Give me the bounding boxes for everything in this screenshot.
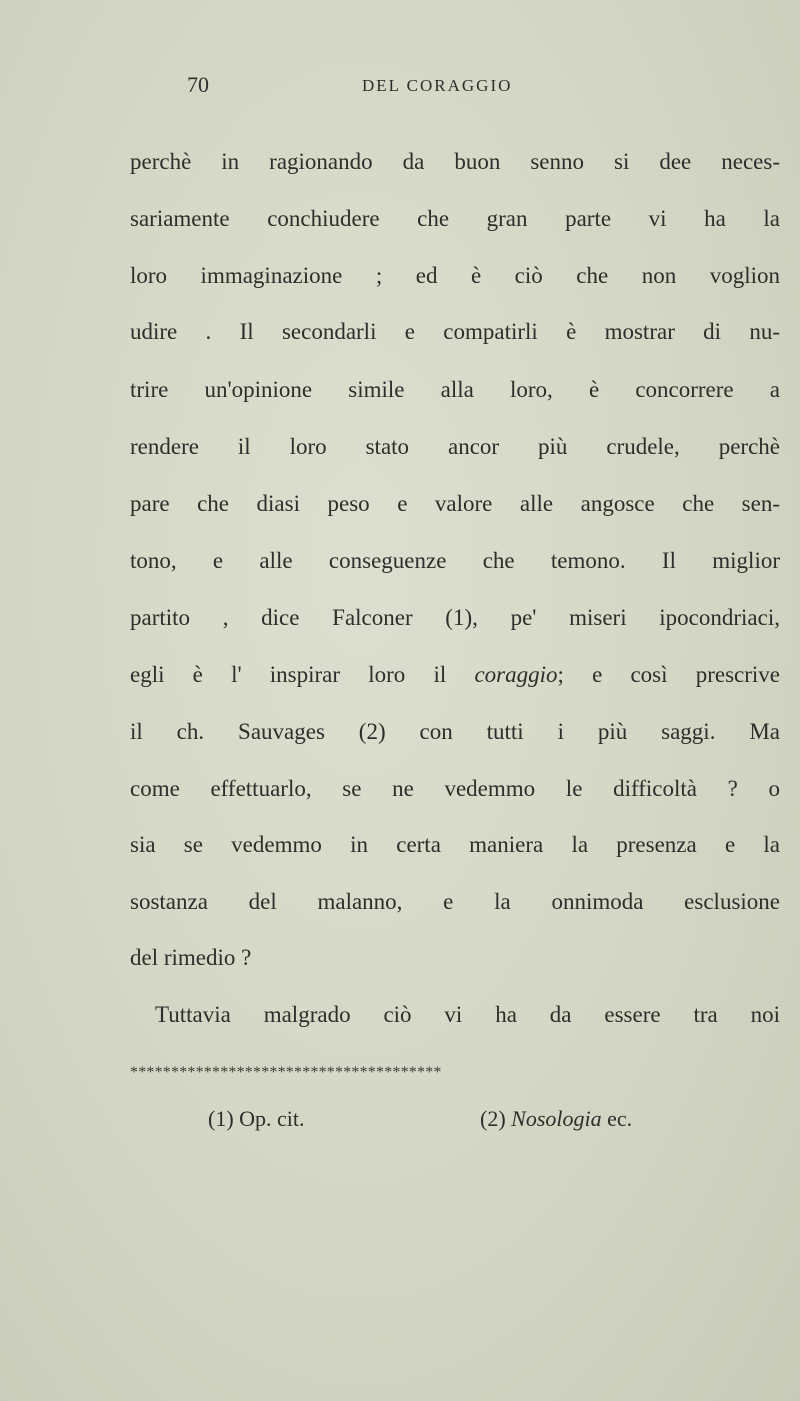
footnote-1 [208,1106,305,1132]
running-title: DEL CORAGGIO [362,76,513,95]
text-line: partito , dice Falconer (1), pe' miseri ipocondriaci, [130,605,780,630]
footnote-text-after: ec. [601,1106,633,1131]
text-line [130,661,780,689]
text-line: pare che diasi peso e valore alle angosce che sen- [130,491,780,516]
text-line: sia se vedemmo in certa maniera la presenza e la [130,832,780,857]
text-segment: ; e così prescrive [557,662,780,687]
text-segment: egli è l' inspirar loro il [130,662,475,687]
text-line: come effettuarlo, se ne vedemmo le difficoltà ? o [130,776,780,801]
text-line: il ch. Sauvages (2) con tutti i più saggi. Ma [130,719,780,744]
italic-word: coraggio [474,662,558,687]
text-line: rendere il loro stato ancor più crudele, perchè [130,434,780,459]
text-line: sariamente conchiudere che gran parte vi ha la [130,206,780,231]
text-line: trire un'opinione simile alla loro, è concorrere a [130,377,780,402]
separator-stars: ************************************** [130,1064,442,1081]
footnote-2 [480,1106,632,1132]
text-line: perchè in ragionando da buon senno si dee neces- [130,149,780,174]
text-line: udire . Il secondarli e compatirli è mostrar di nu- [130,319,780,344]
footnote-mark: (1) [208,1106,234,1131]
text-line: loro immaginazione ; ed è ciò che non voglion [130,263,780,288]
footnote-text: Op. cit. [239,1106,305,1131]
text-line: Tuttavia malgrado ciò vi ha da essere tra noi [155,1002,780,1027]
page-number: 70 [187,72,209,97]
footnote-text: Nosologia [511,1106,602,1131]
text-line: tono, e alle conseguenze che temono. Il miglior [130,548,780,573]
text-line: sostanza del malanno, e la onnimoda esclusione [130,889,780,914]
text-line: del rimedio ? [130,945,252,970]
footnote-mark: (2) [480,1106,506,1131]
